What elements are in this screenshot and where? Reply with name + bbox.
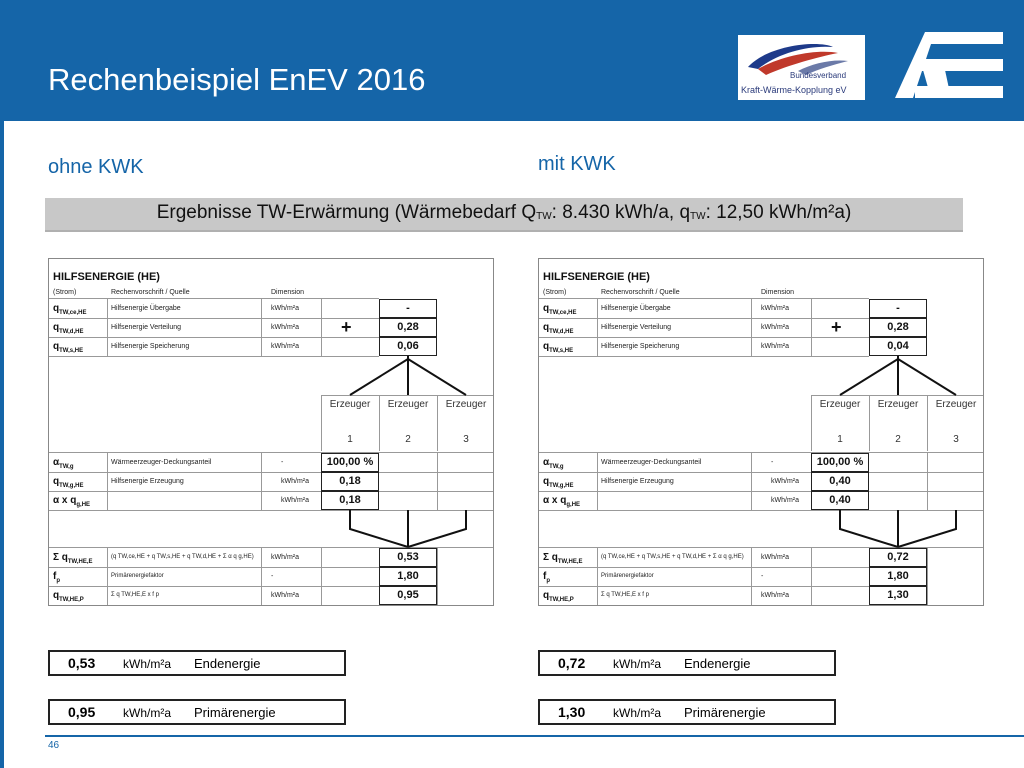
row-dimension: kWh/m²a xyxy=(761,324,789,331)
ae-logo xyxy=(893,30,1005,100)
symbol-sub: TW,g xyxy=(59,464,74,470)
symbol-base: Σ q xyxy=(543,552,558,563)
row-description: Hilfsenergie Erzeugung xyxy=(601,478,674,485)
top-value: 0,06 xyxy=(397,340,419,352)
bottom-value: 1,80 xyxy=(887,570,909,582)
generator-number: 1 xyxy=(837,434,843,445)
symbol-base: q xyxy=(543,303,550,314)
summary-unit: kWh/m²a xyxy=(123,657,171,671)
mid-value: 100,00 % xyxy=(326,456,374,468)
bottom-value: 1,30 xyxy=(887,589,909,601)
dimension-label: Dimension xyxy=(271,289,305,296)
grid-line xyxy=(539,605,869,606)
summary-final-energy-right xyxy=(538,650,836,676)
symbol-sub: p xyxy=(546,578,551,584)
generator-number: 3 xyxy=(463,434,469,445)
row-dimension: kWh/m²a xyxy=(761,554,789,561)
row-description: Hilfsenergie Übergabe xyxy=(111,305,181,312)
symbol-sub: TW,d,HE xyxy=(59,329,84,335)
generator-number: 2 xyxy=(895,434,901,445)
row-dimension: - xyxy=(271,573,274,580)
symbol-base: Σ q xyxy=(53,552,68,563)
symbol-sub: TW,HE,E xyxy=(557,559,583,565)
banner-sub2: TW xyxy=(690,211,706,222)
row-dimension: - xyxy=(761,573,764,580)
generator-label: Erzeuger xyxy=(445,399,487,410)
row-dimension: kWh/m²a xyxy=(771,497,799,504)
summary-label: Endenergie xyxy=(684,656,751,671)
summary-value: 0,53 xyxy=(68,655,96,671)
symbol-sub: TW,ce,HE xyxy=(59,310,87,316)
row-dimension: kWh/m²a xyxy=(761,305,789,312)
strom-label: (Strom) xyxy=(53,289,77,296)
subtitle-with-chp: mit KWK xyxy=(538,153,616,175)
row-description: Wärmeerzeuger-Deckungsanteil xyxy=(601,459,702,466)
bkwk-logo-line2: Kraft-Wärme-Kopplung eV xyxy=(741,85,847,95)
summary-value: 0,72 xyxy=(558,655,586,671)
auxiliary-energy-table-right xyxy=(538,258,984,606)
summary-value: 0,95 xyxy=(68,704,96,720)
header-bar xyxy=(0,0,1024,121)
mid-value: 0,40 xyxy=(829,475,851,487)
banner-mid: : 8.430 kWh/a, q xyxy=(551,202,691,223)
symbol-sub: TW,HE,P xyxy=(549,597,574,603)
symbol-base: q xyxy=(53,590,60,601)
flow-merge-right xyxy=(408,510,466,547)
symbol-sub: TW,d,HE xyxy=(549,329,574,335)
plus-sign: + xyxy=(341,317,352,337)
row-dimension: kWh/m²a xyxy=(271,343,299,350)
ae-logo-mark xyxy=(893,30,1005,100)
generator-label: Erzeuger xyxy=(387,399,429,410)
row-description: Hilfsenergie Speicherung xyxy=(111,343,190,350)
flow-arrows xyxy=(49,259,494,606)
summary-final-energy-left xyxy=(48,650,346,676)
flow-arrow-right xyxy=(898,359,956,395)
symbol-sub: TW,HE,E xyxy=(67,559,93,565)
summary-primary-energy-right xyxy=(538,699,836,725)
row-dimension: kWh/m²a xyxy=(271,324,299,331)
bottom-value: 0,72 xyxy=(887,551,909,563)
flow-arrow-left xyxy=(840,359,898,395)
generator-label: Erzeuger xyxy=(935,399,977,410)
symbol-base: q xyxy=(543,476,550,487)
symbol-sub: g,HE xyxy=(76,502,91,508)
results-banner-text xyxy=(45,202,963,224)
rechenvorschrift-label: Rechenvorschrift / Quelle xyxy=(601,289,680,296)
row-description: Σ q TW,HE,E x f p xyxy=(601,592,649,598)
summary-label: Primärenergie xyxy=(684,705,766,720)
summary-label: Endenergie xyxy=(194,656,261,671)
generator-number: 3 xyxy=(953,434,959,445)
mid-value: 100,00 % xyxy=(816,456,864,468)
bkwk-logo-line1: Bundesverband xyxy=(790,71,847,80)
generator-number: 2 xyxy=(405,434,411,445)
results-banner xyxy=(45,198,963,232)
top-value: 0,04 xyxy=(887,340,909,352)
symbol-sub: TW,s,HE xyxy=(549,348,574,354)
generator-number: 1 xyxy=(347,434,353,445)
grid-line xyxy=(49,605,379,606)
symbol-base: q xyxy=(543,322,550,333)
summary-value: 1,30 xyxy=(558,704,586,720)
generator-label: Erzeuger xyxy=(877,399,919,410)
row-description: Wärmeerzeuger-Deckungsanteil xyxy=(111,459,212,466)
symbol-base: q xyxy=(543,341,550,352)
mid-value: 0,18 xyxy=(339,494,361,506)
banner-suffix: : 12,50 kWh/m²a) xyxy=(705,202,852,223)
table-title: HILFSENERGIE (HE) xyxy=(53,271,160,283)
symbol-base: α x q xyxy=(53,495,77,506)
flow-merge-right xyxy=(898,510,956,547)
top-value: - xyxy=(896,302,900,314)
strom-label: (Strom) xyxy=(543,289,567,296)
row-description: Hilfsenergie Erzeugung xyxy=(111,478,184,485)
row-dimension: - xyxy=(281,459,284,466)
row-description: Hilfsenergie Verteilung xyxy=(601,324,672,331)
table-title: HILFSENERGIE (HE) xyxy=(543,271,650,283)
row-description: Primärenergiefaktor xyxy=(111,573,164,579)
generator-label: Erzeuger xyxy=(819,399,861,410)
banner-sub1: TW xyxy=(536,211,552,222)
symbol-sub: TW,s,HE xyxy=(59,348,84,354)
generator-label: Erzeuger xyxy=(329,399,371,410)
footer-divider xyxy=(45,735,1024,737)
row-description: Primärenergiefaktor xyxy=(601,573,654,579)
row-description: (q TW,ce,HE + q TW,s,HE + q TW,d,HE + Σ α q g,HE) xyxy=(111,554,254,560)
row-dimension: kWh/m²a xyxy=(771,478,799,485)
symbol-base: q xyxy=(53,322,60,333)
symbol-base: f xyxy=(53,571,57,582)
bottom-value: 0,95 xyxy=(397,589,419,601)
symbol-base: α xyxy=(543,457,550,468)
mid-value: 0,40 xyxy=(829,494,851,506)
symbol-sub: TW,HE,P xyxy=(59,597,84,603)
row-dimension: - xyxy=(771,459,774,466)
top-value: 0,28 xyxy=(397,321,419,333)
symbol-base: q xyxy=(53,476,60,487)
symbol-sub: g,HE xyxy=(566,502,581,508)
mid-value: 0,18 xyxy=(339,475,361,487)
symbol-base: f xyxy=(543,571,547,582)
row-description: Hilfsenergie Speicherung xyxy=(601,343,680,350)
row-dimension: kWh/m²a xyxy=(281,497,309,504)
rechenvorschrift-label: Rechenvorschrift / Quelle xyxy=(111,289,190,296)
row-dimension: kWh/m²a xyxy=(761,343,789,350)
row-description: Hilfsenergie Verteilung xyxy=(111,324,182,331)
top-value: 0,28 xyxy=(887,321,909,333)
top-value: - xyxy=(406,302,410,314)
subtitle-without-chp: ohne KWK xyxy=(48,156,144,178)
auxiliary-energy-table-left xyxy=(48,258,494,606)
summary-unit: kWh/m²a xyxy=(123,706,171,720)
dimension-label: Dimension xyxy=(761,289,795,296)
row-description: Hilfsenergie Übergabe xyxy=(601,305,671,312)
symbol-base: q xyxy=(53,341,60,352)
summary-label: Primärenergie xyxy=(194,705,276,720)
row-dimension: kWh/m²a xyxy=(271,554,299,561)
flow-arrows xyxy=(539,259,984,606)
page-number: 46 xyxy=(48,740,60,751)
summary-unit: kWh/m²a xyxy=(613,706,661,720)
symbol-base: q xyxy=(53,303,60,314)
symbol-sub: p xyxy=(56,578,61,584)
bottom-value: 0,53 xyxy=(397,551,419,563)
row-dimension: kWh/m²a xyxy=(761,592,789,599)
plus-sign: + xyxy=(831,317,842,337)
banner-prefix: Ergebnisse TW-Erwärmung (Wärmebedarf Q xyxy=(156,202,537,223)
flow-merge-left xyxy=(840,510,898,547)
symbol-sub: TW,ce,HE xyxy=(549,310,577,316)
summary-primary-energy-left xyxy=(48,699,346,725)
summary-unit: kWh/m²a xyxy=(613,657,661,671)
row-dimension: kWh/m²a xyxy=(281,478,309,485)
flow-arrow-right xyxy=(408,359,466,395)
flow-arrow-left xyxy=(350,359,408,395)
bkwk-logo xyxy=(738,35,865,100)
symbol-sub: TW,g,HE xyxy=(549,483,574,489)
bottom-value: 1,80 xyxy=(397,570,419,582)
symbol-sub: TW,g xyxy=(549,464,564,470)
symbol-sub: TW,g,HE xyxy=(59,483,84,489)
row-dimension: kWh/m²a xyxy=(271,305,299,312)
row-description: Σ q TW,HE,E x f p xyxy=(111,592,159,598)
symbol-base: α x q xyxy=(543,495,567,506)
flow-merge-left xyxy=(350,510,408,547)
page-title: Rechenbeispiel EnEV 2016 xyxy=(48,62,426,97)
symbol-base: q xyxy=(543,590,550,601)
symbol-base: α xyxy=(53,457,60,468)
row-description: (q TW,ce,HE + q TW,s,HE + q TW,d,HE + Σ α q g,HE) xyxy=(601,554,744,560)
left-accent-bar xyxy=(0,121,4,768)
row-dimension: kWh/m²a xyxy=(271,592,299,599)
